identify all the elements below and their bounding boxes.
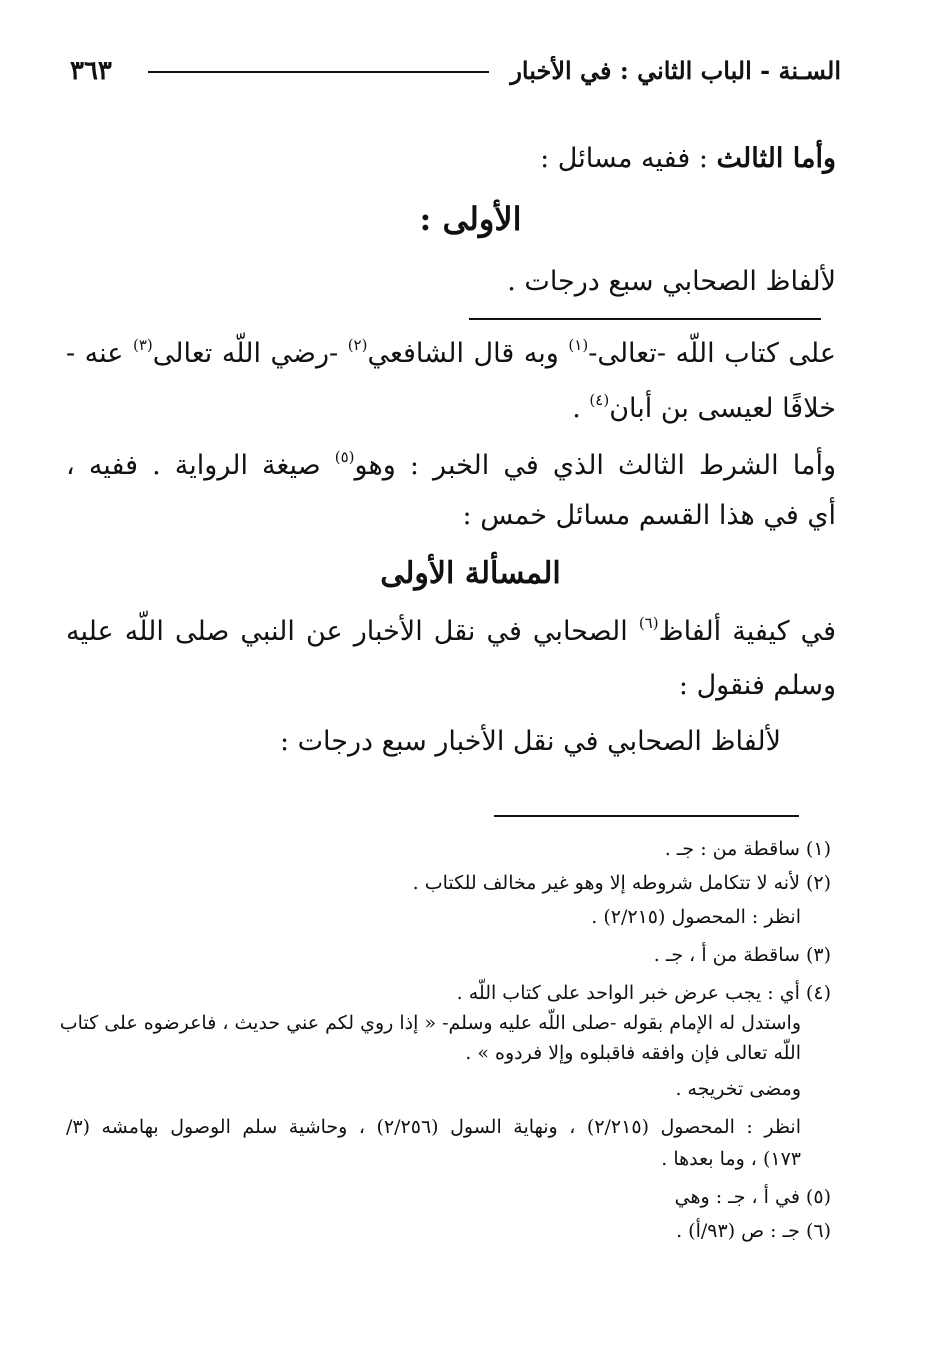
- footnote-marker-5: (٥): [334, 448, 355, 466]
- text-span: -رضي اللّه تعالى: [152, 338, 348, 369]
- third-intro-rest: : ففيه مسائل :: [540, 143, 717, 174]
- text-span: وأما الشرط الثالث الذي في الخبر : وهو: [354, 450, 836, 481]
- footnote-4-line: ومضى تخريجه .: [675, 1078, 801, 1100]
- section-rule: [469, 318, 821, 320]
- text-span: عنه -: [66, 338, 133, 369]
- footnote-2-reference: انظر : المحصول (٢/٢١٥) .: [591, 906, 801, 928]
- footnote-3: (٣) ساقطة من أ ، جـ .: [653, 944, 831, 966]
- footnote-4-line: ١٧٣) ، وما بعدها .: [661, 1148, 801, 1170]
- footnote-4-line: انظر : المحصول (٢/٢١٥) ، ونهاية السول (٢/٢٥٦) ، وحاشية سلم الوصول بهامشه (٣/: [66, 1116, 801, 1138]
- heading-first-issue: المسألة الأولى: [380, 556, 561, 591]
- text-span: على كتاب اللّه -تعالى-: [588, 338, 836, 369]
- footnote-2: (٢) لأنه لا تتكامل شروطه إلا وهو غير مخالف للكتاب .: [412, 872, 831, 894]
- footnote-4-line: اللّه تعالى فإن وافقه فاقبلوه وإلا فردوه » .: [465, 1042, 801, 1064]
- running-header-title: السـنة - الباب الثاني : في الأخبار: [510, 56, 841, 85]
- footnote-4: (٤) أي : يجب عرض خبر الواحد على كتاب اللّه .: [456, 982, 831, 1004]
- paragraph-line: وسلم فنقول :: [678, 670, 836, 701]
- third-intro-lead: وأما الثالث: [716, 143, 836, 174]
- paragraph-line: [572, 391, 836, 424]
- footnote-5: (٥) في أ ، جـ : وهي: [674, 1186, 831, 1208]
- page-number: ٣٦٣: [70, 56, 112, 86]
- text-span: .: [572, 393, 590, 424]
- footnote-rule: [494, 815, 799, 817]
- paragraph-line: لألفاظ الصحابي في نقل الأخبار سبع درجات :: [279, 726, 781, 757]
- paragraph-line: [66, 448, 836, 481]
- text-span: وبه قال الشافعي: [367, 338, 569, 369]
- third-intro-line: [540, 145, 836, 172]
- footnote-4-line: واستدل له الإمام بقوله -صلى اللّه عليه وسلم- « إذا روي لكم عني حديث ، فاعرضوه على كتاب: [59, 1012, 801, 1034]
- footnote-1: (١) ساقطة من : جـ .: [664, 838, 831, 860]
- footnote-marker-2: (٢): [347, 336, 368, 354]
- paragraph-line: أي في هذا القسم مسائل خمس :: [462, 500, 836, 531]
- footnote-6: (٦) جـ : ص (٩٣/أ) .: [676, 1220, 831, 1242]
- footnote-marker-4: (٤): [589, 391, 610, 409]
- running-header: [70, 56, 841, 92]
- footnote-marker-6: (٦): [638, 614, 659, 632]
- paragraph-line: [66, 614, 836, 647]
- first-text: لألفاظ الصحابي سبع درجات .: [507, 266, 836, 297]
- header-rule: [148, 71, 489, 73]
- footnote-marker-1: (١): [568, 336, 589, 354]
- text-span: في كيفية ألفاظ: [658, 616, 836, 647]
- text-span: صيغة الرواية . ففيه ،: [66, 450, 335, 481]
- footnote-marker-3: (٣): [132, 336, 153, 354]
- text-span: خلافًا لعيسى بن أبان: [609, 393, 836, 424]
- text-span: الصحابي في نقل الأخبار عن النبي صلى اللّه عليه: [66, 616, 639, 647]
- paragraph-line: [66, 336, 836, 369]
- heading-first: الأولى :: [419, 200, 522, 238]
